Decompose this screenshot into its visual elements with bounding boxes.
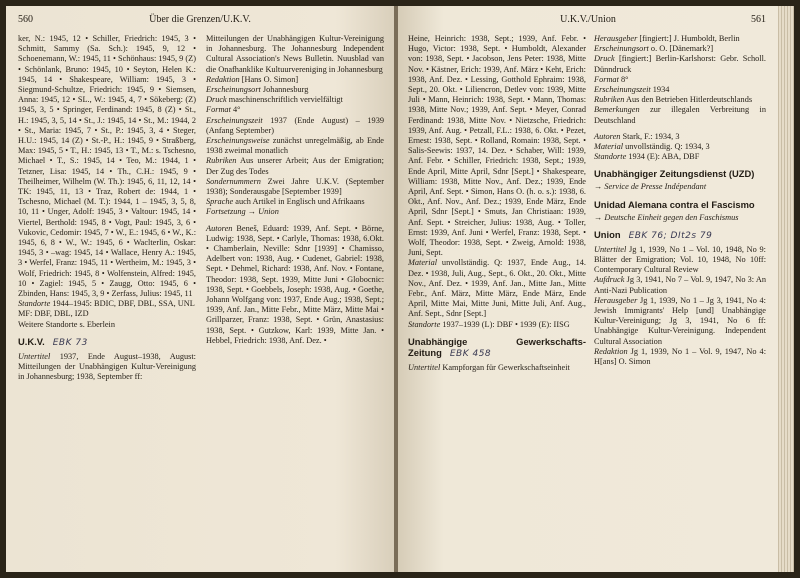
gewerkschaft-untertitel <box>408 363 586 373</box>
erscheinungsort-text: Johannesburg <box>260 85 309 95</box>
fortsetzung-text: → Union <box>245 207 279 217</box>
erscheinungsort-text: o. O. [Dänemark?] <box>648 44 714 54</box>
sprache-label: Sprache <box>206 197 234 207</box>
material-label: Material <box>408 258 438 268</box>
ukv-untertitel-label: Untertitel <box>18 351 51 361</box>
running-head-right: U.K.V./Union <box>560 14 616 25</box>
erscheinungsort-label: Erscheinungsort <box>594 44 649 54</box>
bemerkungen-label: Bemerkungen <box>594 105 640 115</box>
material-text: unvollständig. Q: 1937, Ende Aug., 14. Dez. • 1938, Juli, Aug., Sept., 6. Okt., 20. Okt., Mitte Nov., Anf. Dez. • 1939, Anf. Jan., Mitte Jan., Mitte Febr., Anf. März, Mitte März, Ende März, Ende April, Mitte Mai, Mitte Juni, Mitte Juli, Anf. Aug., Anf. Sept., Sdnr [Sept.] <box>408 258 586 319</box>
ukv-erscheinungszeit <box>206 116 384 136</box>
uzd-heading: Unabhängiger Zeitungsdienst (UZD) <box>594 168 755 180</box>
erscheinungsweise-label: Erscheinungsweise <box>206 136 270 146</box>
material-text: unvollständig. Q: 1934, 3 <box>623 142 710 152</box>
ukv-untertitel <box>18 352 196 383</box>
union-untertitel-label: Untertitel <box>594 244 627 254</box>
ukv-material <box>408 258 586 319</box>
rubriken-text: Aus den Betrieben Hitlerdeutschlands <box>624 95 753 105</box>
erscheinungszeit-text: 1937 (Ende August) – 1939 (Anfang September) <box>206 115 384 135</box>
ukv-sprache <box>206 197 384 207</box>
standorte-text: 1937–1939 (L): DBF • 1939 (E): IISG <box>440 319 570 329</box>
union-redaktion-label: Redaktion <box>594 346 628 356</box>
gewerkschaft-heading-text: Unabhängige Gewerkschafts-Zeitung <box>408 335 586 358</box>
union-herausgeber-text: Jg 1, 1939, No 1 – Jg 3, 1941, No 4: Jewish Immigrants' Help [und] Unabhängige Kultur-Vereinigung; Jg 3, 1941, No 6 ff: Unabhängige Kultur-Vereinigung. Independent Cultural Association <box>594 295 766 346</box>
running-head-left: Über die Grenzen/U.K.V. <box>149 14 251 25</box>
rubriken-text: Aus unserer Arbeit; Aus der Emigration; Der Zug des Todes <box>206 156 384 176</box>
left-page <box>6 6 394 572</box>
druck-text: [fingiert:] Berlin-Karlshorst: Gebr. Scholl. Dünndruck <box>594 54 766 74</box>
standorte-label: Standorte <box>18 299 51 309</box>
fortsetzung-label: Fortsetzung <box>206 207 246 217</box>
druck-text: maschinenschriftlich vervielfältigt <box>226 95 343 105</box>
right-column-1 <box>408 34 586 373</box>
rubriken-label: Rubriken <box>206 156 237 166</box>
ukv-heading-text: U.K.V. <box>18 335 45 347</box>
ukv-sondernummern <box>206 177 384 197</box>
druck-label: Druck <box>206 95 227 105</box>
page-number-right: 561 <box>751 14 766 25</box>
bemerkungen-text: zur illegalen Verbreitung in Deutschland <box>594 105 766 125</box>
ukv-standorte <box>408 320 586 330</box>
rubriken-label: Rubriken <box>594 95 625 105</box>
ukv-druck <box>206 95 384 105</box>
erscheinungsort-label: Erscheinungsort <box>206 85 261 95</box>
union-heading-text: Union <box>594 228 621 240</box>
page-edges <box>778 6 794 572</box>
mf-entry: MF: DBF, DBL, IZD <box>18 309 89 319</box>
gz-format <box>594 75 766 85</box>
unidad-reference: → Deutsche Einheit gegen den Faschismus <box>594 212 739 222</box>
right-column-2 <box>594 34 766 367</box>
autoren-label: Autoren <box>594 131 621 141</box>
union-untertitel <box>594 245 766 276</box>
gz-druck <box>594 54 766 74</box>
ukv-intro: Mitteilungen der Unabhängigen Kultur-Vereinigung in Johannesburg. The Johannesburg Independent Cultural Association's News Bulletin. Nuusblad van die Onafhanklike Kultuurvereniging in Johannesburg <box>206 34 384 74</box>
gz-herausgeber <box>594 34 766 44</box>
weitere-entry: Weitere Standorte s. Eberlein <box>18 319 116 329</box>
standorte-label: Standorte <box>408 319 441 329</box>
gewerkschaft-handwritten-note: EBK 458 <box>449 348 492 359</box>
ukv-erscheinungsweise <box>206 136 384 156</box>
sprache-text: auch Artikel in Englisch und Afrikaans <box>233 197 365 207</box>
union-aufdruck-text: Jg 3, 1941, No 7 – Vol. 9, 1947, No 3: An Anti-Nazi Publication <box>594 275 766 295</box>
autoren-text: Beneš, Eduard: 1939, Anf. Sept. • Börne, Ludwig: 1938, Sept. • Carlyle, Thomas: 1938, 6.Okt. • Chamberlain, Neville: Sdnr [1939] • Chamisso, Adelbert von: 1938, Aug. • Cudenet, Gabriel: 1938, Sept. • Dehmel, Richard: 1938, Anf. Nov. • Fontane, Theodor: 1938, Sept. 1939, Mitte Juni • Globocnic: 1938, Sept. • Goebbels, Joseph: 1938, Aug. • Goethe, Johann Wolfgang von: 1937, Ende Aug.; 1938, Sept.; 1939, Anf. Jan., Mitte Febr., Mitte März, Mitte Mai • Grillparzer, Franz: 1938, Sept. • Grün, Anastasius: 1938, Sept. • Gutzkow, Karl: 1939, Mitte Jan. • Hebbel, Friedrich: 1938, Anf. Dez. • <box>206 223 384 345</box>
standorte-text: 1934 (E): ABA, DBF <box>626 152 700 162</box>
left-column-2 <box>206 34 384 346</box>
union-redaktion-text: Jg 1, 1939, No 1 – Vol. 9, 1947, No 4: H[ans] O. Simon <box>594 346 766 367</box>
autoren-continued: Heine, Heinrich: 1938, Sept.; 1939, Anf. Febr. • Hugo, Victor: 1938, Sept. • Humboldt, Alexander von: 1938, Sept. • Jacobson, Jens Peter: 1938, Mitte Nov. • Kästner, Erich: 1939, Anf. März • Keht, Erich: 1938, Anf. Dez. • Lessing, Gotthold Ephraim: 1938, Sept., 20. Okt. • Liliencron, Detlev von: 1939, Mitte Juli • Mann, Heinrich: 1938, Sept. • Mann, Thomas: 1938, Mitte Nov.; 1939, Anf. Sept. • Meyer, Conrad Ferdinand: 1938, Mitte Nov. • Nietzsche, Friedrich: 1939, Anf. Aug. • Petzall, F.L.: 1938, 6. Okt. • Pezet, Ernest: 1938, Sept. • Rolland, Romain: 1938, Sept. • Salis-Seewis: 1937, 14. Dez. • Schaber, Will: 1939, Anf. Febr. • Schiller, Friedrich: 1938, Sept.; 1939, Ende April, Mitte April, Sdnr [Sept.] • Shakespeare, William: 1938, Mitte Nov., Anf. Dez.; 1939, Ende April, Anf. Sept. • Simon, Hans O. (h. o. s.): 1938, 6. Okt., Anf. Nov., Anf. Dez.; 1939, Ende März, Ende April, Sdnr [Sept.] • Smuts, Jan Christiaan: 1939, Anf. Sept. • Streicher, Julius: 1938, Aug. • Toller, Ernst: 1939, Anf. Juni • Werfel, Franz: 1938, Sept. • Wolf, Theodor: 1938, Sept. • Zweig, Arnold: 1938, Juni, Sept. <box>408 34 586 258</box>
format-text: 8° <box>618 74 629 84</box>
erscheinungszeit-text: 1934 <box>650 85 670 95</box>
union-herausgeber <box>594 296 766 347</box>
left-column-1 <box>18 34 196 383</box>
ukv-handwritten-note: EBK 73 <box>52 337 88 348</box>
union-handwritten-note: EBK 76; DIt2s 79 <box>628 230 713 241</box>
sondernummern-label: Sondernummern <box>206 176 261 186</box>
standorte-text: 1944–1945: BDIC, DBF, DBL, SSA, UNL <box>50 299 195 309</box>
gz-bemerkungen <box>594 105 766 125</box>
untertitel-label: Untertitel <box>408 362 441 372</box>
erscheinungszeit-label: Erscheinungszeit <box>206 115 263 125</box>
union-herausgeber-label: Herausgeber <box>594 295 638 305</box>
union-heading <box>594 229 766 242</box>
format-label: Format <box>594 74 619 84</box>
autoren-label: Autoren <box>206 223 233 233</box>
redaktion-text: [Hans O. Simon] <box>239 74 299 84</box>
right-header <box>410 14 766 30</box>
format-text: 4° <box>230 105 241 115</box>
druck-label: Druck <box>594 54 615 64</box>
ukv-format <box>206 105 384 115</box>
gz-autoren <box>594 132 766 142</box>
sondernummern-text: Zwei Jahre U.K.V. (September 1938); Sonderausgabe [September 1939] <box>206 176 384 197</box>
autoren-text: Stark, F.: 1934, 3 <box>620 131 680 141</box>
erscheinungsweise-text: zunächst unregelmäßig, ab Ende 1938 zweimal monatlich <box>206 136 384 156</box>
page-number-left: 560 <box>18 14 33 25</box>
ukv-erscheinungsort <box>206 85 384 95</box>
herausgeber-label: Herausgeber <box>594 34 638 43</box>
gz-erscheinungszeit <box>594 85 766 95</box>
union-untertitel-text: Jg 1, 1939, No 1 – Vol. 10, 1948, No 9: Blätter der Emigration; Vol. 10, 1948, No 10ff: Contemporary Cultural Review <box>594 244 766 275</box>
gz-standorte <box>594 152 766 162</box>
standorte-label: Standorte <box>594 152 627 162</box>
gewerkschaft-heading <box>408 336 586 360</box>
gz-material <box>594 142 766 152</box>
ukv-untertitel-text: 1937, Ende August–1938, August: Mitteilungen der Unabhängigen Kultur-Vereinigung in Johannesburg; 1938, September ff: <box>18 351 196 382</box>
ukv-redaktion <box>206 75 384 85</box>
ukv-autoren <box>206 224 384 346</box>
redaktion-label: Redaktion <box>206 74 240 84</box>
erscheinungszeit-label: Erscheinungszeit <box>594 85 651 95</box>
register-entries: ker, N.: 1945, 12 • Schiller, Friedrich: 1945, 3 • Schmitt, Sammy (Sa. Sch.): 1945, 9, 12 • Schoenemann, W.: 1945, 11 • Schönhaus: 1945, 9 (Z) • Schönlank, Bruno: 1945, 10 • Seyton, Helen K.: 1945, 14 • Shakespeare, William: 1945, 3 • Siegmund-Schultze, Friedrich: 1945, 9 • Siemsen, Anna: 1945, 12 • SL., W.: 1945, 4, 7 • Sökeberg: (Z) 1945, 3, 5 • Springer, Ferdinand: 1945, 8 (Z) • St., H.: 1945, 3, 5, 14 • St., J.: 1945, 14 • St., M.: 1944, 2 • St., Maria: 1945, 7 • St., P.: 1945, 3, 4 • Steger, H.U.: 1945, 14 (Z) • St.-P., H.: 1945, 9 • Straßberg, Max: 1945, 5 • T., H.: 1945, 13 • T., M.: s. Tschesno, Michael • T., S.: 1945, 14 • Teo, M.: 1944, 1 • Tetzner, Lisa: 1945, 14 • Th., C.H.: 1945, 9 • Theilheimer, Wilhelm (W. Th.): 1945, 6, 11, 12, 14 • TK: 1945, 11, 13 • Traz, Robert de: 1944, 1 • Tschesno, Michael (M. T.): 1944, 1 – 1945, 3, 5, 8, 10, 11 • Unger, Adolf: 1945, 3 • Valtour: 1945, 14 • Viertel, Berthold: 1945, 8 • Vogt, Paul: 1945, 3, 6 • Vukovic, Cedomir: 1945, 7 • W., E.: 1945, 6 • W., K.: 1945, 6, 8 • W., W.: 1945, 6 • Waclterlin, Oskar: 1945, 3 • –wag: 1945, 14 • Wallace, Henry A.: 1945, 3 • Werfel, Franz: 1945, 11 • Wertheim, M.: 1945, 3 • Wolf, Friedrich: 1945, 8 • Wolfenstein, Alfred: 1945, 10 • Zagiel: 1945, 5 • Zaugg, Otto: 1945, 6 • Zbinden, Hans: 1945, 3, 9 • Zerfass, Julius: 1945, 11 <box>18 34 196 299</box>
union-aufdruck <box>594 275 766 295</box>
gz-rubriken <box>594 95 766 105</box>
union-redaktion <box>594 347 766 367</box>
gz-erscheinungsort <box>594 44 766 54</box>
standorte-entry <box>18 299 196 309</box>
untertitel-text: Kampforgan für Gewerkschaftseinheit <box>440 362 570 372</box>
ukv-fortsetzung <box>206 207 384 217</box>
uzd-reference: → Service de Presse Indépendant <box>594 182 707 192</box>
ukv-heading <box>18 336 196 349</box>
material-label: Material <box>594 142 624 152</box>
right-page <box>398 6 778 572</box>
unidad-heading: Unidad Alemana contra el Fascismo <box>594 198 755 210</box>
herausgeber-text: [fingiert:] J. Humboldt, Berlin <box>637 34 740 43</box>
format-label: Format <box>206 105 231 115</box>
ukv-rubriken <box>206 156 384 176</box>
union-aufdruck-label: Aufdruck <box>594 275 625 285</box>
left-header <box>18 14 382 30</box>
